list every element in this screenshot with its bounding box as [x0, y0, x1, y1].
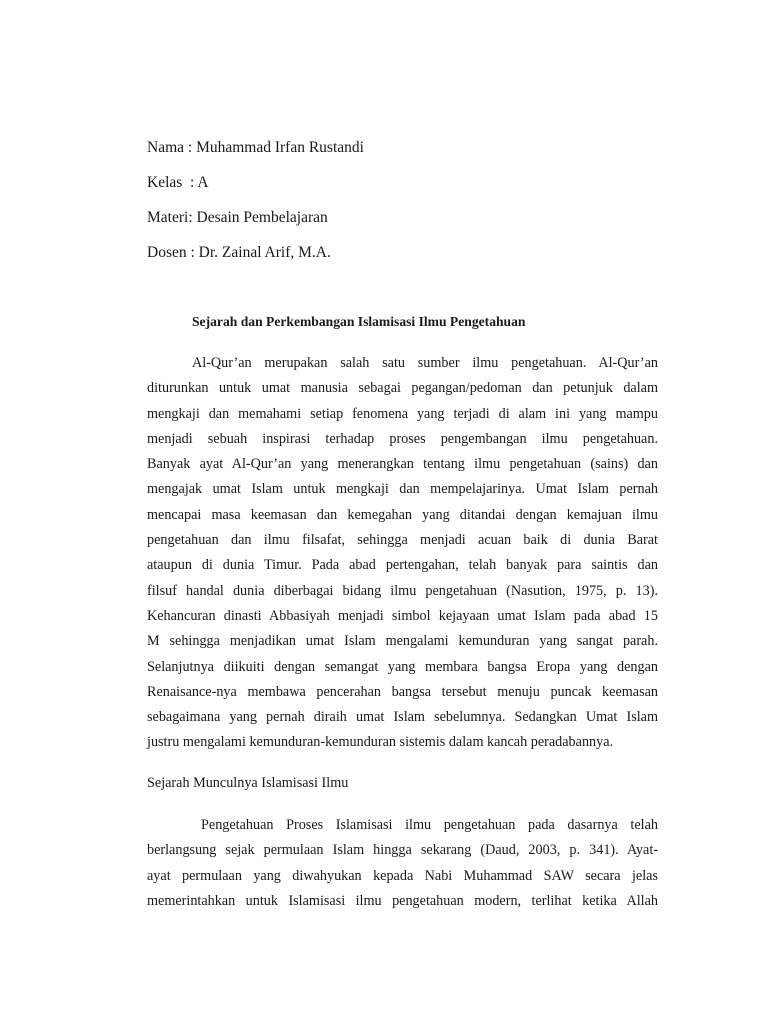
- section-heading: Sejarah Munculnya Islamisasi Ilmu: [147, 775, 349, 791]
- name-separator: :: [184, 139, 197, 156]
- class-label: Kelas: [147, 174, 183, 191]
- paragraph-line: ayat permulaan yang diwahyukan kepada Nabi Muhammad SAW secara jelas: [147, 867, 658, 884]
- paragraph-line: ataupun di dunia Timur. Pada abad pertengahan, telah banyak para saintis dan: [147, 557, 658, 574]
- paragraph-line: sebagaimana yang pernah diraih umat Islam sebelumnya. Sedangkan Umat Islam: [147, 709, 658, 726]
- paragraph-line: Al-Qur’an merupakan salah satu sumber ilmu pengetahuan. Al-Qur’an: [192, 355, 658, 371]
- paragraph-line: menjadi sebuah inspirasi terhadap proses pengembangan ilmu pengetahuan.: [147, 430, 658, 447]
- paragraph-line: justru mengalami kemunduran-kemunduran sistemis dalam kancah peradabannya.: [147, 734, 614, 751]
- student-name-line: [147, 138, 364, 158]
- lecturer-value: Dr. Zainal Arif, M.A.: [198, 244, 331, 261]
- paragraph-line: Pengetahuan Proses Islamisasi ilmu pengetahuan pada dasarnya telah: [201, 817, 658, 833]
- paragraph-line: mengkaji dan memahami setiap fenomena yang terjadi di alam ini yang mampu: [147, 405, 658, 422]
- paragraph-line: Renaisance-nya membawa pencerahan bangsa tersebut menuju puncak keemasan: [147, 683, 658, 700]
- subject-label: Materi: [147, 209, 189, 226]
- paragraph-line: Banyak ayat Al-Qur’an yang menerangkan tentang ilmu pengetahuan (sains) dan: [147, 456, 658, 473]
- document-title: Sejarah dan Perkembangan Islamisasi Ilmu Pengetahuan: [192, 314, 526, 329]
- paragraph-line: mengajak umat Islam untuk mengkaji dan mempelajarinya. Umat Islam pernah: [147, 481, 658, 498]
- class-value: A: [197, 174, 209, 191]
- paragraph-line: M sehingga menjadikan umat Islam mengalami kemunduran yang sangat parah.: [147, 633, 658, 650]
- paragraph-line: diturunkan untuk umat manusia sebagai pegangan/pedoman dan petunjuk dalam: [147, 380, 658, 397]
- subject-value: Desain Pembelajaran: [196, 209, 328, 226]
- paragraph-line: pengetahuan dan ilmu filsafat, sehingga menjadi acuan baik di dunia Barat: [147, 532, 658, 549]
- paragraph-line: memerintahkan untuk Islamisasi ilmu pengetahuan modern, terlihat ketika Allah: [147, 892, 658, 909]
- paragraph-line: Kehancuran dinasti Abbasiyah menjadi simbol kejayaan umat Islam pada abad 15: [147, 607, 658, 624]
- lecturer-label: Dosen: [147, 244, 187, 261]
- lecturer-separator: :: [186, 244, 199, 261]
- paragraph-line: Selanjutnya diikuiti dengan semangat yang membara bangsa Eropa yang dengan: [147, 658, 658, 675]
- name-label: Nama: [147, 139, 185, 156]
- lecturer-line: [147, 243, 331, 263]
- paragraph-line: mencapai masa keemasan dan kemegahan yang ditandai dengan kemajuan ilmu: [147, 506, 658, 523]
- paragraph-line: berlangsung sejak permulaan Islam hingga sekarang (Daud, 2003, p. 341). Ayat-: [147, 842, 658, 859]
- name-value: Muhammad Irfan Rustandi: [196, 139, 364, 156]
- class-line: [147, 173, 209, 193]
- paragraph-section: [147, 813, 658, 914]
- paragraph-line: filsuf handal dunia diberbagai bidang ilmu pengetahuan (Nasution, 1975, p. 13).: [147, 582, 658, 599]
- subject-separator: :: [188, 209, 197, 226]
- class-separator: :: [182, 174, 198, 191]
- paragraph-intro: [147, 351, 658, 756]
- subject-line: [147, 208, 328, 228]
